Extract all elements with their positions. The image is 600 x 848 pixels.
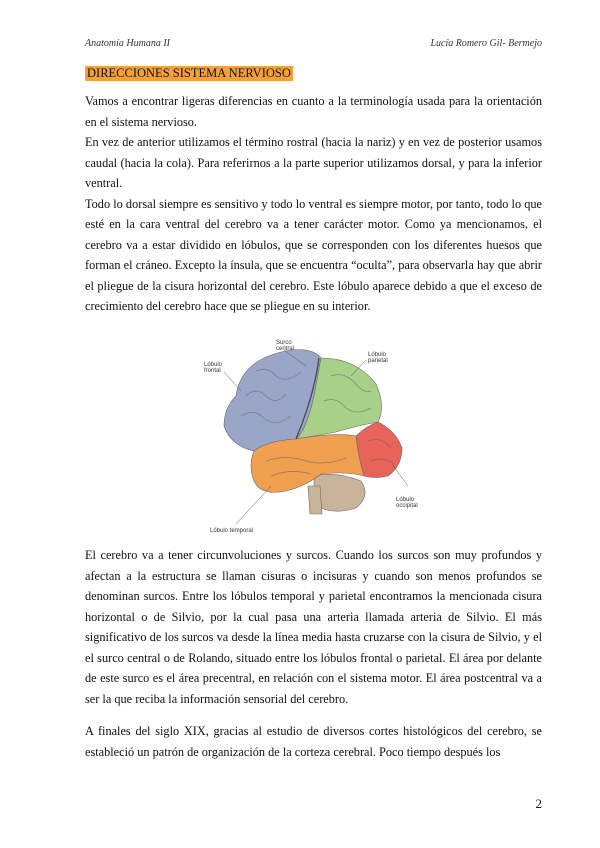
brain-figure	[196, 336, 422, 542]
middle-paragraph	[85, 545, 542, 709]
label-surco-central-1: Surco	[276, 340, 292, 346]
label-frontal-1: Lóbulo	[204, 362, 223, 368]
label-surco-central-2: central	[276, 346, 295, 352]
label-parietal-2: parietal	[368, 358, 388, 364]
brain-illustration	[196, 336, 422, 542]
occipital-lobe-region	[356, 422, 402, 478]
page-header	[85, 38, 542, 52]
bottom-paragraph	[85, 721, 542, 762]
paragraph: Todo lo dorsal siempre es sensitivo y todo lo ventral es siempre motor, por tanto, todo lo que esté en la cara ventral del cerebro va a tener carácter motor. Como ya mencionamos, el cerebro va a estar dividido en lóbulos, que se corresponden con los diferentes huesos que forman el cráneo. Excepto la ínsula, que se encuentra “oculta”, para observarla hay que abrir el pliegue de la cisura horizontal del cerebro. Este lóbulo aparece debido a que el exceso de crecimiento del cerebro hace que se pliegue en su interior.	[85, 196, 542, 313]
paragraph: En vez de anterior utilizamos el término rostral (hacia la nariz) y en vez de posterior usamos caudal (hacia la cola). Para referirnos a la parte superior utilizamos dorsal, y para la inferior ventral.	[85, 135, 542, 190]
paragraph: Vamos a encontrar ligeras diferencias en cuanto a la terminología usada para la orientación en el sistema nervioso.	[85, 94, 542, 129]
label-temporal: Lóbulo temporal	[210, 528, 254, 534]
header-course: Anatomía Humana II	[85, 38, 170, 49]
paragraph: A finales del siglo XIX, gracias al estudio de diversos cortes histológicos del cerebro, se estableció un patrón de organización de la corteza cerebral. Poco tiempo después los	[85, 724, 542, 759]
page-number: 2	[535, 796, 542, 811]
paragraph: El cerebro va a tener circunvoluciones y surcos. Cuando los surcos son muy profundos y afectan a la estructura se llaman cisuras o incisuras y cuando son menos profundos se denominan surcos. Entre los lóbulos temporal y parietal encontramos la mencionada cisura horizontal o de Silvio, por la cual pasa una arteria llamada arteria de Silvio. El más significativo de los surcos va desde la línea media hasta cruzarse con la cisura de Silvio, y el el surco central o de Rolando, situado entre los lóbulos frontal o parietal. El área por delante de este surco es el área precentral, en relación con el sistema motor. El área postcentral va a ser la que reciba la información sensorial del cerebro.	[85, 548, 542, 706]
label-parietal-1: Lóbulo	[368, 352, 387, 358]
label-occipital-1: Lóbulo	[396, 497, 415, 503]
label-occipital-2: occipital	[396, 503, 418, 509]
brainstem-region	[308, 486, 322, 514]
header-author: Lucía Romero Gil- Bermejo	[430, 38, 542, 49]
intro-paragraphs	[85, 91, 542, 317]
label-frontal-2: frontal	[204, 368, 221, 374]
section-title: DIRECCIONES SISTEMA NERVIOSO	[87, 66, 291, 80]
